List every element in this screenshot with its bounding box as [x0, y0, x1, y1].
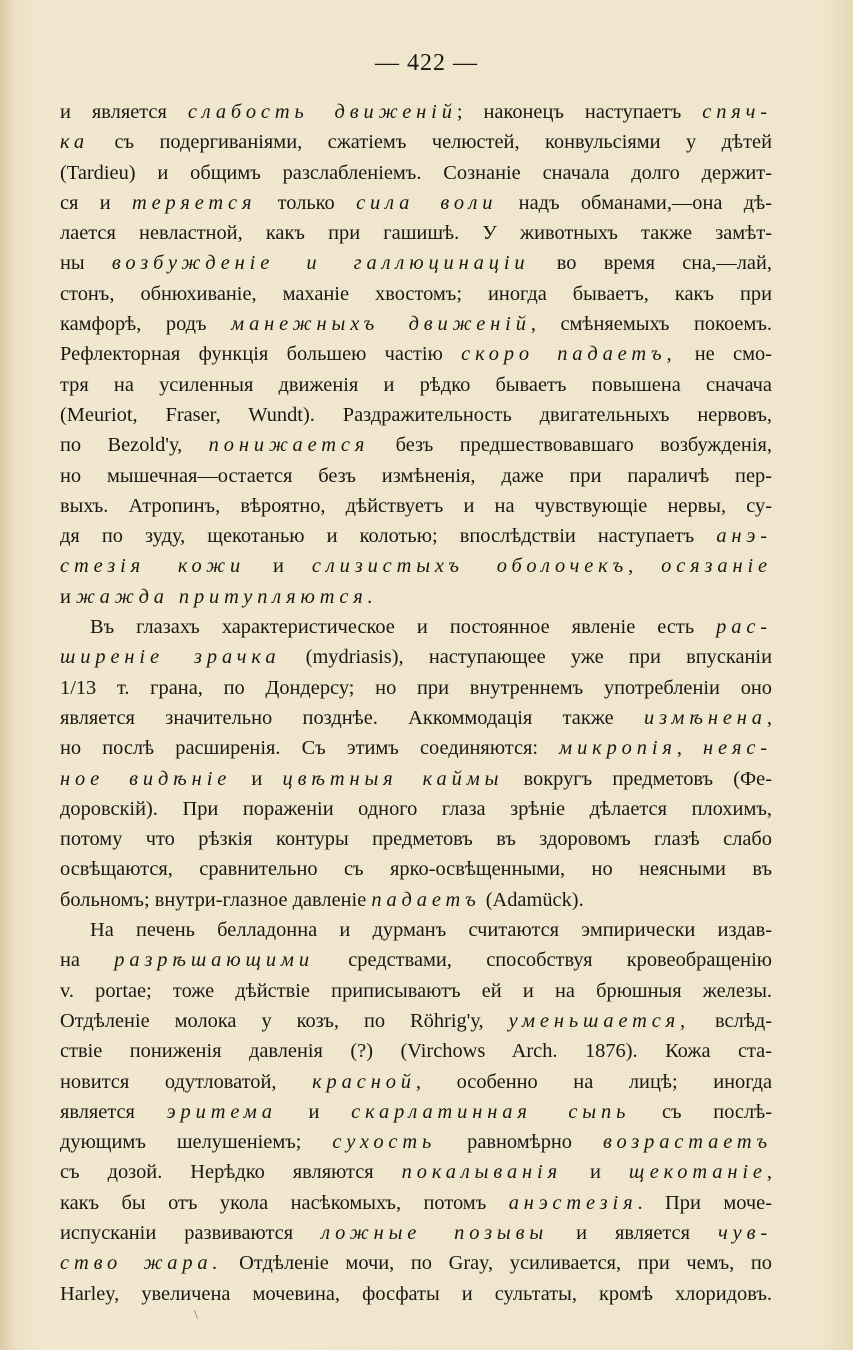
line-text: Рефлекторная функція большею частію: [60, 343, 462, 366]
emphasized-text: покалыванія: [401, 1161, 562, 1184]
emphasized-text: анэстезія: [508, 1191, 638, 1214]
text-line: [60, 218, 772, 248]
line-text: (Adamück).: [480, 888, 584, 911]
text-line: [60, 400, 772, 430]
emphasized-text: слизистыхъ оболочекъ: [311, 555, 629, 578]
line-text: Harley, увеличена мочевина, фосфаты и сультаты, кромѣ хлоридовъ.: [60, 1282, 772, 1305]
line-text: (mydriasis), наступающее уже при впусканіи: [280, 646, 773, 669]
emphasized-text: разрѣшающими: [114, 949, 314, 972]
emphasized-text: ство жара.: [60, 1252, 223, 1275]
text-line: [60, 521, 772, 551]
emphasized-text: скарлатинная сыпь: [351, 1100, 631, 1123]
emphasized-text: неяс-: [703, 737, 772, 760]
emphasized-text: ка: [60, 131, 90, 154]
emphasized-text: анэ-: [716, 525, 772, 548]
line-text: На печень белладонна и дурманъ считаются эмпирически издав-: [90, 919, 772, 942]
line-text: Отдѣленіе молока у козъ, по Röhrig'у,: [60, 1009, 509, 1032]
line-text: ,: [628, 555, 662, 578]
line-text: потому что рѣзкія контуры предметовъ въ здоровомъ глазѣ слабо: [60, 828, 772, 851]
footer-mark: \: [194, 1308, 198, 1323]
line-text: лается невластной, какъ при гашишѣ. У животныхъ также замѣт-: [60, 222, 772, 245]
line-text: на: [60, 949, 115, 972]
text-line: [60, 1218, 772, 1248]
line-text: но мышечная—остается безъ измѣненія, даже при параличѣ пер-: [60, 464, 772, 487]
line-text: безъ предшествовавшаго возбужденія,: [369, 434, 772, 457]
text-line: [60, 551, 772, 581]
emphasized-text: падаетъ: [371, 888, 481, 911]
emphasized-text: уменьшается,: [508, 1009, 691, 1032]
body-text: [60, 97, 772, 1309]
page-number: — 422 —: [375, 50, 478, 76]
line-text: выхъ. Атропинъ, вѣроятно, дѣйствуетъ и на чувствующіе нервы, су-: [60, 494, 772, 517]
line-text: Отдѣленіе мочи, по Gray, усиливается, при чемъ, по: [222, 1252, 772, 1275]
text-line: [60, 1248, 772, 1278]
text-line: [60, 461, 772, 491]
line-text: новится одутловатой,: [60, 1070, 313, 1093]
emphasized-text: ширеніе зрачка: [60, 646, 281, 669]
text-line: [60, 885, 772, 915]
text-line: [60, 733, 772, 763]
emphasized-text: сухость: [332, 1131, 437, 1154]
line-text: тря на усиленныя движенія и рѣдко бываетъ повышена сначача: [60, 373, 772, 396]
emphasized-text: осязаніе: [661, 555, 772, 578]
line-text: камфорѣ, родъ: [60, 313, 232, 336]
line-text: вслѣд-: [690, 1009, 772, 1032]
line-text: , смѣняемыхъ покоемъ.: [530, 313, 772, 336]
text-line: [60, 642, 772, 672]
text-line: [60, 854, 772, 884]
line-text: ны: [60, 252, 112, 275]
emphasized-text: манежныхъ движеній: [231, 313, 531, 336]
text-line: [60, 1006, 772, 1036]
text-line: [60, 1157, 772, 1187]
line-text: ; наконецъ наступаетъ: [456, 101, 703, 123]
line-text: больномъ; внутри-глазное давленіе: [60, 888, 372, 911]
line-text: средствами, способствуя кровеобращенію: [313, 949, 772, 972]
line-text: только: [256, 191, 357, 214]
text-line: [60, 158, 772, 188]
line-text: какъ бы отъ укола насѣкомыхъ, потомъ: [60, 1191, 509, 1214]
emphasized-text: измѣнена: [643, 706, 767, 729]
text-line: [60, 915, 772, 945]
emphasized-text: микропія: [559, 737, 677, 760]
text-line: [60, 188, 772, 218]
text-line: [60, 430, 772, 460]
line-text: и: [245, 555, 312, 578]
emphasized-text: слабость движеній: [187, 101, 457, 123]
text-line: [60, 279, 772, 309]
text-line: [60, 370, 772, 400]
emphasized-text: жажда притупляются.: [76, 585, 378, 608]
line-text: дя по зуду, щекотанью и колотью; впослѣдствіи наступаетъ: [60, 525, 717, 548]
line-text: ,: [676, 737, 704, 760]
emphasized-text: теряется: [131, 191, 257, 214]
line-text: освѣщаются, сравнительно съ ярко-освѣщенными, но неясными въ: [60, 858, 772, 881]
text-line: [60, 1097, 772, 1127]
line-text: дующимъ шелушеніемъ;: [60, 1131, 333, 1154]
line-text: испусканіи развиваются: [60, 1221, 322, 1244]
line-text: является значительно позднѣе. Аккоммодація также: [60, 706, 644, 729]
line-text: v. portae; тоже дѣйствіе приписываютъ ей и на брюшныя железы.: [60, 979, 772, 1002]
text-line: [60, 1127, 772, 1157]
text-line: [60, 1279, 772, 1309]
line-text: (Meuriot, Fraser, Wundt). Раздражительность двигательныхъ нервовъ,: [60, 403, 772, 426]
line-text: и: [231, 767, 283, 790]
line-text: и является: [60, 101, 188, 123]
line-text: (Tardieu) и общимъ разслабленіемъ. Сознаніе сначала долго держит-: [60, 161, 772, 184]
emphasized-text: спяч-: [702, 101, 772, 123]
line-text: стонъ, обнюхиваніе, маханіе хвостомъ; иногда бываетъ, какъ при: [60, 282, 772, 305]
text-line: [60, 794, 772, 824]
emphasized-text: красной: [312, 1070, 416, 1093]
text-line: [60, 945, 772, 975]
line-text: и: [276, 1100, 352, 1123]
line-text: не смо-: [676, 343, 772, 366]
emphasized-text: стезія кожи: [60, 555, 246, 578]
text-line: [60, 582, 772, 612]
line-text: и: [561, 1161, 629, 1184]
emphasized-text: сила воли: [356, 191, 498, 214]
text-line: [60, 764, 772, 794]
line-text: вокругъ предметовъ (Фе-: [503, 767, 773, 790]
text-line: [60, 976, 772, 1006]
line-text: 1/13 т. грана, по Дондерсу; но при внутреннемъ употребленіи оно: [60, 676, 772, 699]
line-text: съ послѣ-: [630, 1100, 773, 1123]
emphasized-text: чув-: [718, 1221, 773, 1244]
emphasized-text: скоро падаетъ,: [461, 343, 677, 366]
text-line: [60, 1036, 772, 1066]
text-line: [60, 309, 772, 339]
line-text: равномѣрно: [436, 1131, 603, 1154]
line-text: является: [60, 1100, 167, 1123]
emphasized-text: возбужденіе и галлюцинаціи: [111, 252, 530, 275]
text-line: [60, 491, 772, 521]
text-line: [60, 248, 772, 278]
line-text: и: [60, 585, 77, 608]
emphasized-text: цвѣтныя каймы: [282, 767, 504, 790]
line-text: и является: [548, 1221, 718, 1244]
line-text: . При моче-: [637, 1191, 772, 1214]
text-line: [60, 703, 772, 733]
line-text: Въ глазахъ характеристическое и постоянное явленіе есть: [90, 616, 717, 639]
emphasized-text: возрастаетъ: [602, 1131, 772, 1154]
emphasized-text: щекотаніе: [628, 1161, 767, 1184]
line-text: съ подергиваніями, сжатіемъ челюстей, конвульсіями у дѣтей: [89, 131, 772, 154]
emphasized-text: ное видѣніе: [60, 767, 232, 790]
text-line: [60, 673, 772, 703]
line-text: ствіе пониженія давленія (?) (Virchows Arch. 1876). Кожа ста-: [60, 1040, 772, 1063]
text-line: [60, 612, 772, 642]
text-line: [60, 1188, 772, 1218]
text-line: [60, 1067, 772, 1097]
emphasized-text: рас-: [716, 616, 772, 639]
text-line: [60, 127, 772, 157]
emphasized-text: эритема: [166, 1100, 277, 1123]
emphasized-text: понижается: [208, 434, 370, 457]
line-text: доровскій). При пораженіи одного глаза зрѣніе дѣлается плохимъ,: [60, 797, 772, 820]
text-line: [60, 824, 772, 854]
line-text: , особенно на лицѣ; иногда: [415, 1070, 772, 1093]
line-text: во время сна,—лай,: [529, 252, 772, 275]
line-text: по Bezold'у,: [60, 434, 209, 457]
line-text: но послѣ расширенія. Съ этимъ соединяются:: [60, 737, 560, 760]
emphasized-text: ложные позывы: [321, 1221, 549, 1244]
text-line: [60, 339, 772, 369]
line-text: надъ обманами,—она дѣ-: [497, 191, 772, 214]
line-text: ся и: [60, 191, 132, 214]
text-line: [60, 97, 772, 127]
line-text: ,: [766, 706, 772, 729]
line-text: съ дозой. Нерѣдко являются: [60, 1161, 402, 1184]
line-text: ,: [766, 1161, 772, 1184]
